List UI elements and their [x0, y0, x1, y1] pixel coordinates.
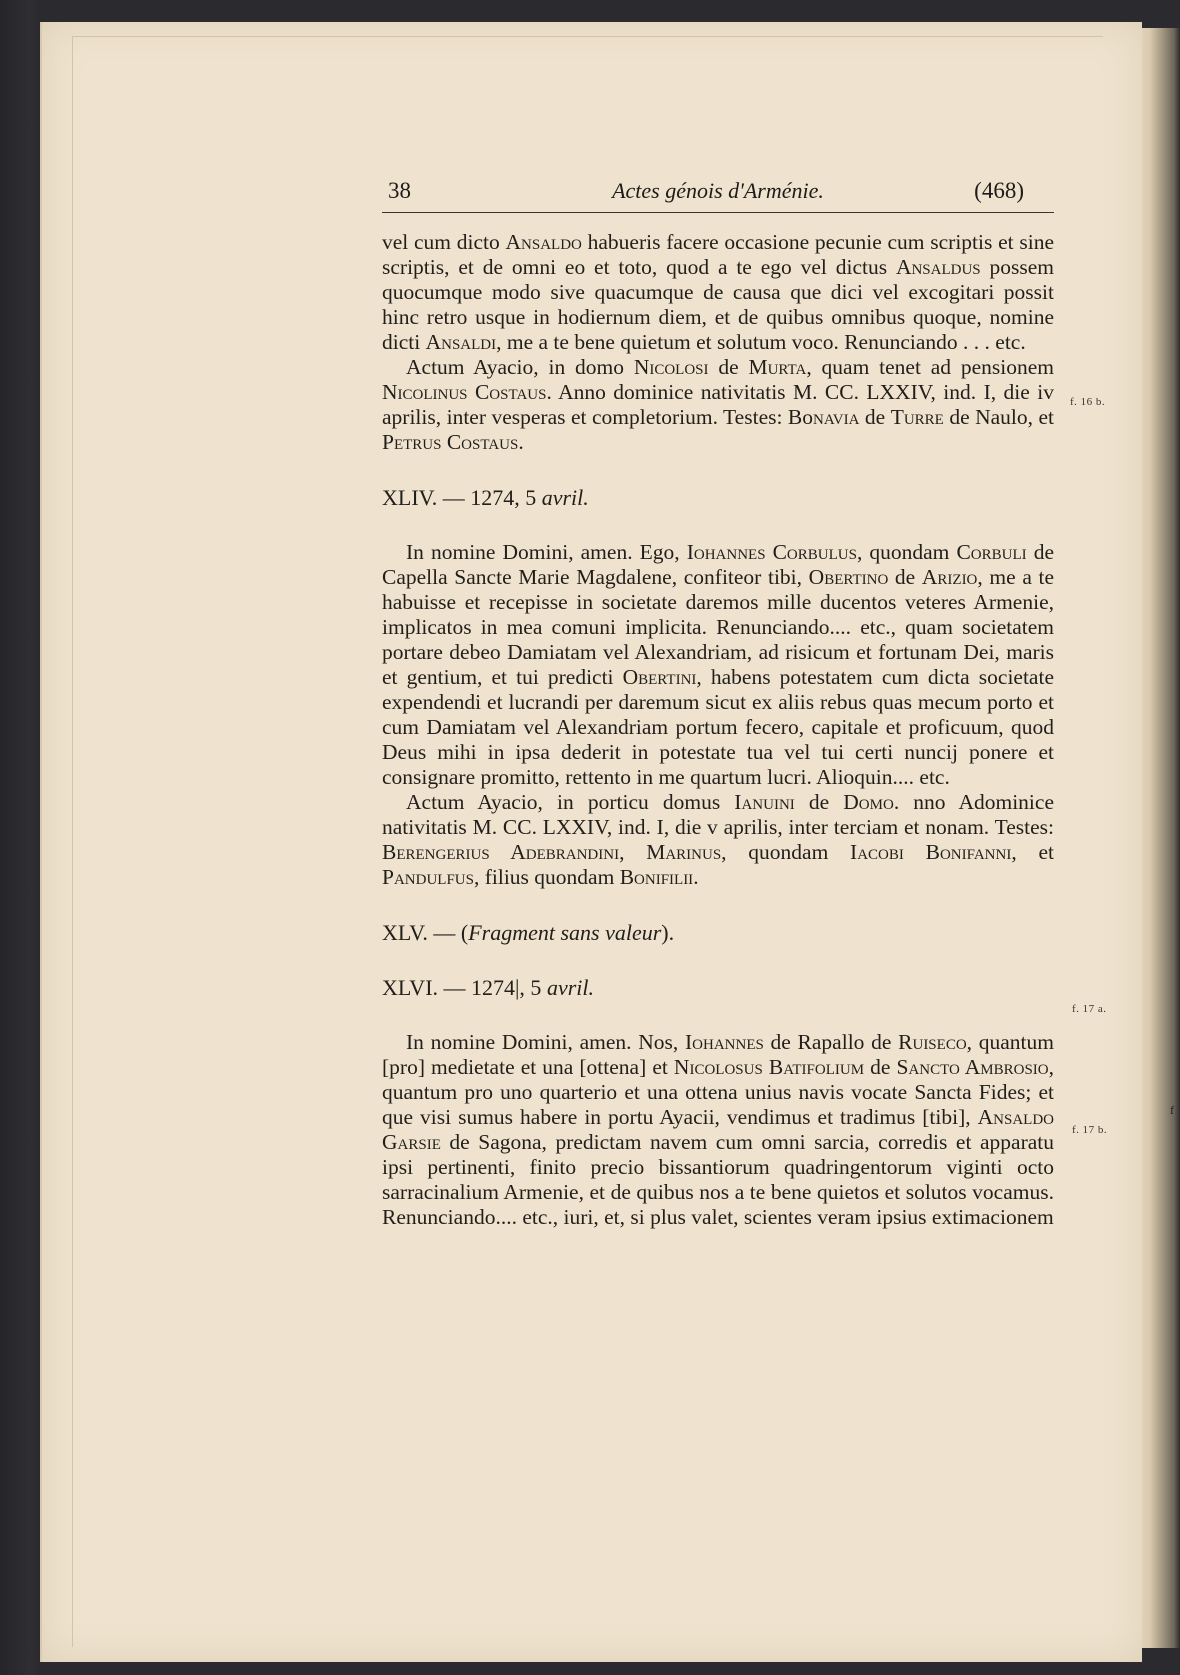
- proper-name: Iohannes Corbulus: [686, 540, 857, 564]
- proper-name: Ansaldo Garsie: [382, 1105, 1054, 1154]
- proper-name: Turre: [890, 405, 944, 429]
- text-run: de: [888, 565, 922, 589]
- text-run: ,: [619, 840, 647, 864]
- text-run: , et: [1011, 840, 1054, 864]
- proper-name: Obertini: [622, 665, 697, 689]
- text-run: .: [518, 430, 524, 454]
- text-run: In nomine Domini, amen. Ego,: [406, 540, 687, 564]
- heading-xlvi-date: avril.: [546, 975, 594, 1000]
- heading-xliv-date: avril.: [541, 485, 589, 510]
- main-text: [382, 230, 1054, 1230]
- text-run: , me a te habuisse et recepisse in societate daremos mille ducentos veteres Armenie, implicatos in mea comuni implicita. Renunciando.... etc., quam societatem portare debeo Damiatam vel Alexandriam, ad risicum et fortunam Dei, maris et gentium, et tui predicti: [382, 565, 1055, 689]
- running-head: [382, 172, 1054, 213]
- proper-name: Murta: [748, 355, 807, 379]
- heading-xlv: [382, 920, 1054, 945]
- paragraph: [382, 790, 1054, 890]
- text-run: de: [864, 1055, 897, 1079]
- text-run: de Capella Sancte Marie Magdalene, confiteor tibi,: [382, 540, 1055, 589]
- proper-name: Pandulfus: [382, 865, 474, 889]
- section-xliv: [382, 540, 1054, 890]
- proper-name: navia: [813, 405, 860, 429]
- proper-name: Arizio: [921, 565, 978, 589]
- paragraph: [382, 355, 1054, 455]
- text-run: vel cum dicto: [382, 230, 506, 254]
- text-run: , quam tenet ad pensionem: [806, 355, 1055, 379]
- proper-name: Nicolosi: [633, 355, 709, 379]
- heading-xlv-num: XLV. — (: [382, 920, 469, 945]
- running-title: Actes génois d'Arménie.: [612, 178, 824, 203]
- text-run: , filius quondam: [473, 865, 620, 889]
- proper-name: Obertino: [808, 565, 889, 589]
- proper-name: Petrus Costaus: [382, 430, 519, 454]
- proper-name: Ruiseco: [898, 1030, 967, 1054]
- heading-xlv-italic: Fragment sans valeur: [468, 920, 662, 945]
- text-run: , quondam: [856, 540, 957, 564]
- section-xlvi: [382, 1030, 1054, 1230]
- text-run: de: [859, 405, 891, 429]
- proper-name: Domo: [843, 790, 894, 814]
- text-run: habueris facere occasione pecunie cum scriptis et sine scriptis, et de omni eo et toto, quod a te ego vel dictus: [382, 230, 1054, 279]
- text-run: de: [708, 355, 749, 379]
- proper-name: Bonifilii: [619, 865, 694, 889]
- proper-name: Corbuli: [956, 540, 1027, 564]
- text-run: Actum Ayacio, in domo: [406, 355, 634, 379]
- paragraph: [382, 540, 1054, 790]
- heading-xlvi: [382, 975, 1054, 1000]
- text-run: , habens potestatem cum dicta societate expendendi et lucrandi per daremum sicut ex aliis rebus quas mecum porto et cum Damiatam vel Alexandriam portum fecero, capitale et proficuum, quod Deus mihi in ipsa dederit in potestate tua vel tui certi nuncij ponere et consignare promitto, rettento in me quartum lucri. Alioquin.... etc.: [382, 665, 1054, 789]
- section-top: [382, 230, 1054, 455]
- text-run: de Sagona, predictam navem cum omni sarcia, corredis et apparatu ipsi pertinenti, finito precio bissantiorum quadringentorum viginti octo sarracinalium Armenie, et de quibus nos a te bene quietos et solutos vocamus. Renunciando.... etc., iuri, et, si plus valet, scientes veram ipsius extimacionem: [382, 1130, 1054, 1229]
- text-run: In nomine Domini, amen. Nos,: [406, 1030, 685, 1054]
- folio-number: 38: [388, 178, 411, 203]
- proper-name: Iohannes: [685, 1030, 764, 1054]
- proper-name: Sancto Ambrosio: [896, 1055, 1049, 1079]
- text-run: , quantum [pro] medietate et una [ottena] et: [382, 1030, 1054, 1079]
- proper-name: Berengerius Adebrandini: [382, 840, 620, 864]
- text-run: possem quocumque modo sive quacumque de causa que dici vel excogitari possit hinc retro usque in hodiernum diem, et de quibus omnibus quoque, nomine dicti: [382, 255, 1055, 354]
- text-run: . Anno dominice nativitatis M. CC. LXXIV, ind. I, die iv aprilis, inter vesperas et completorium. Testes: Bo: [382, 380, 1054, 429]
- heading-xliv-num: XLIV. — 1274, 5: [382, 485, 542, 510]
- text-run: de: [794, 790, 844, 814]
- margin-note-f17b: f. 17 b.: [1072, 1124, 1108, 1136]
- heading-xliv: [382, 485, 1054, 510]
- text-run: , quondam: [721, 840, 851, 864]
- text-run: de Rapallo de: [763, 1030, 899, 1054]
- paragraph: [382, 1030, 1054, 1230]
- proper-name: Iacobi Bonifanni: [850, 840, 1012, 864]
- margin-note-f17a: f. 17 a.: [1072, 1003, 1107, 1015]
- text-run: , quantum pro uno quarterio et una ottena unius navis vocate Sancta Fides; et que visi sumus habere in portu Ayacii, vendimus et tradimus [tibi],: [382, 1055, 1054, 1129]
- text-run: .: [693, 865, 699, 889]
- spine-mark: f: [1170, 1103, 1174, 1117]
- text-run: . nno Adominice nativitatis M. CC. LXXIV, ind. I, die v aprilis, inter terciam et nonam. Testes:: [382, 790, 1054, 839]
- proper-name: Nicolinus Costaus: [382, 380, 547, 404]
- proper-name: Ansaldi: [425, 330, 497, 354]
- proper-name: Nicolosus Batifolium: [673, 1055, 865, 1079]
- document-number: (468): [974, 178, 1024, 203]
- heading-xlvi-num: XLVI. — 1274|, 5: [382, 975, 547, 1000]
- proper-name: Ianuini: [734, 790, 795, 814]
- proper-name: Ansaldus: [895, 255, 981, 279]
- proper-name: Marinus: [646, 840, 722, 864]
- heading-xlv-end: ).: [661, 920, 675, 945]
- proper-name: Ansaldo: [505, 230, 582, 254]
- paragraph: [382, 230, 1054, 355]
- text-run: de Naulo, et: [943, 405, 1055, 429]
- text-run: , me a te bene quietum et solutum voco. Renunciando . . . etc.: [496, 330, 1026, 354]
- margin-note-f16b: f. 16 b.: [1070, 396, 1106, 408]
- text-run: Actum Ayacio, in porticu domus: [406, 790, 735, 814]
